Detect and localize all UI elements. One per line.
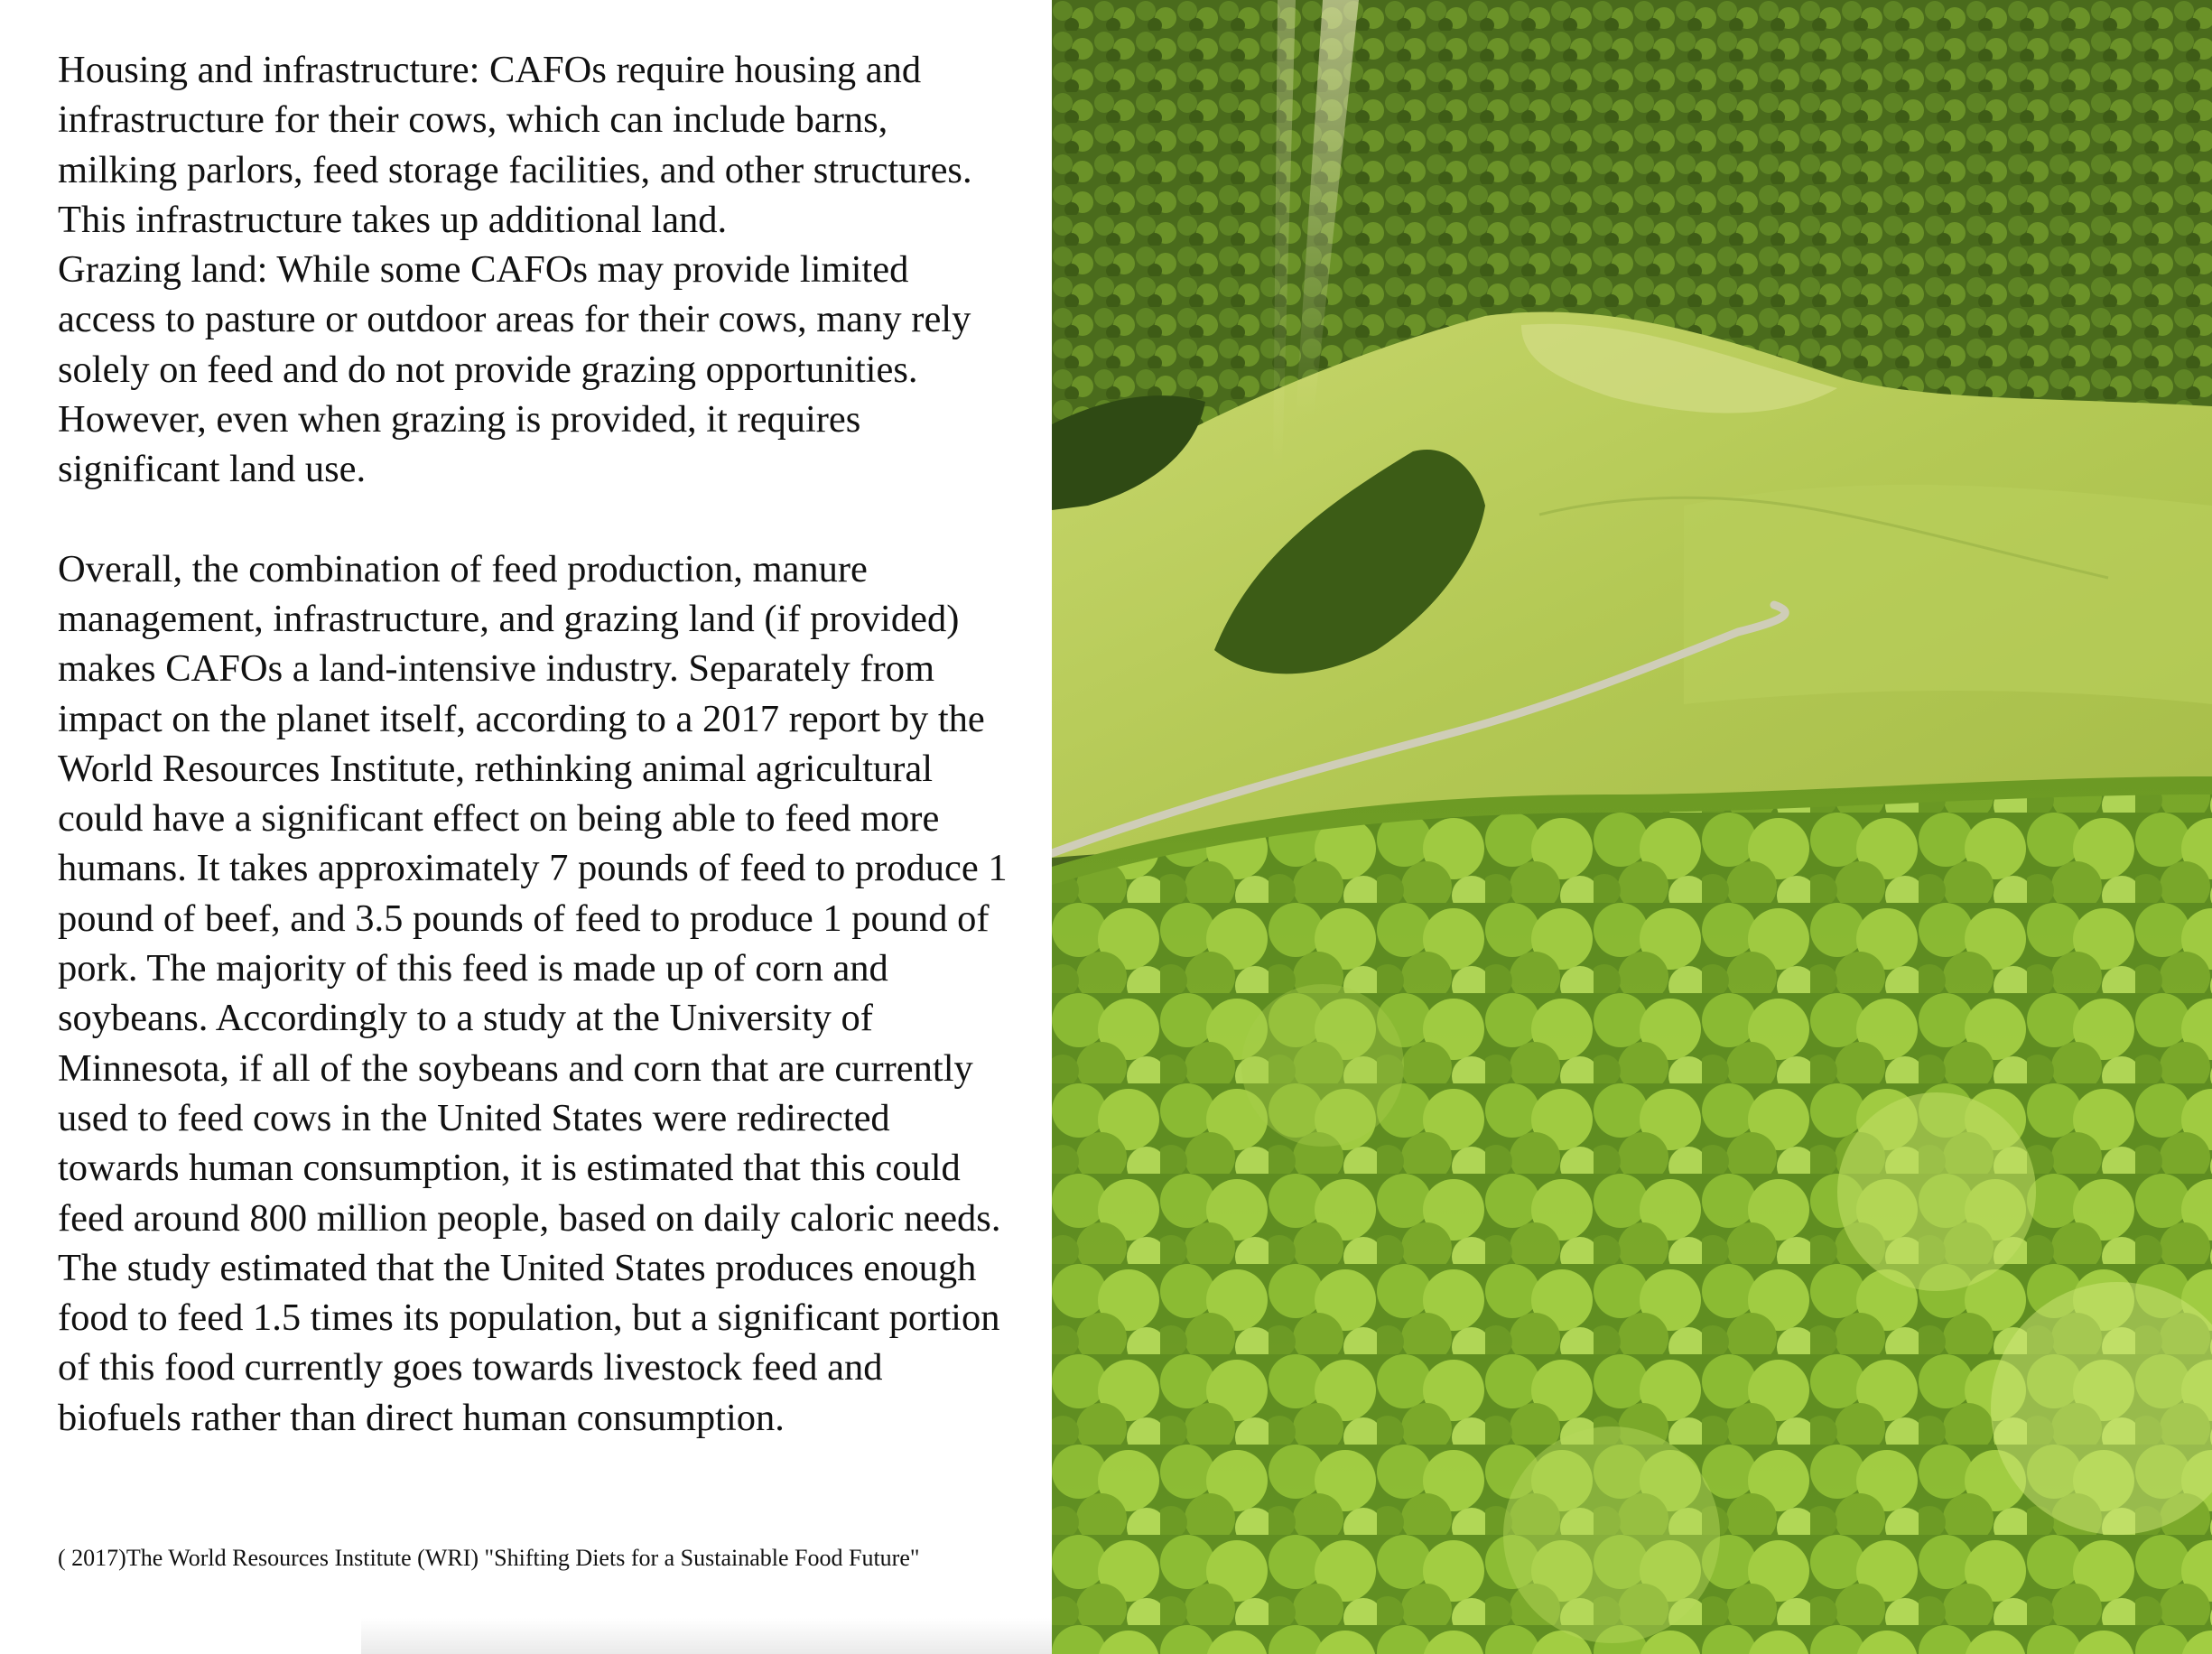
paragraph-overall: Overall, the combination of feed production, manure management, infrastructure, and grazing land (if provided) makes CAFOs a land-intensive industry. Separately from impact on the planet itself, according to a 2017 report by the World Resources Institute, rethinking animal agricultural could have a significant effect on being able to feed more humans. It takes approximately 7 pounds of feed to produce 1 pound of beef, and 3.5 pounds of feed to produce 1 pound of pork. The majority of this feed is made up of corn and soybeans. Accordingly to a study at the University of Minnesota, if all of the soybeans and corn that are currently used to feed cows in the United States were redirected towards human consumption, it is estimated that this could feed around 800 million people, based on daily caloric needs. The study estimated that the United States produces enough food to feed 1.5 times its population, but a significant portion of this food currently goes towards livestock feed and biofuels rather than direct human consumption. <box>58 547 1008 1439</box>
paragraph-grazing: Grazing land: While some CAFOs may provide limited access to pasture or outdoor areas for their cows, many rely solely on feed and do not provide grazing opportunities. However, even when grazing is provided, it requires significant land use. <box>58 248 971 491</box>
bottom-shadow <box>361 1618 1052 1654</box>
text-column <box>0 0 1052 1654</box>
paragraph-housing: Housing and infrastructure: CAFOs require housing and infrastructure for their cows, which can include barns, milking parlors, feed storage facilities, and other structures. This infrastructure takes up additional land. <box>58 49 972 241</box>
paragraph-gap <box>58 495 1015 544</box>
aerial-forest-meadow-photo <box>1052 0 2212 1654</box>
body-text <box>58 45 1015 1443</box>
citation: ( 2017)The World Resources Institute (WRI) "Shifting Diets for a Sustainable Food Future" <box>58 1545 920 1571</box>
photo-illustration <box>1052 0 2212 1654</box>
